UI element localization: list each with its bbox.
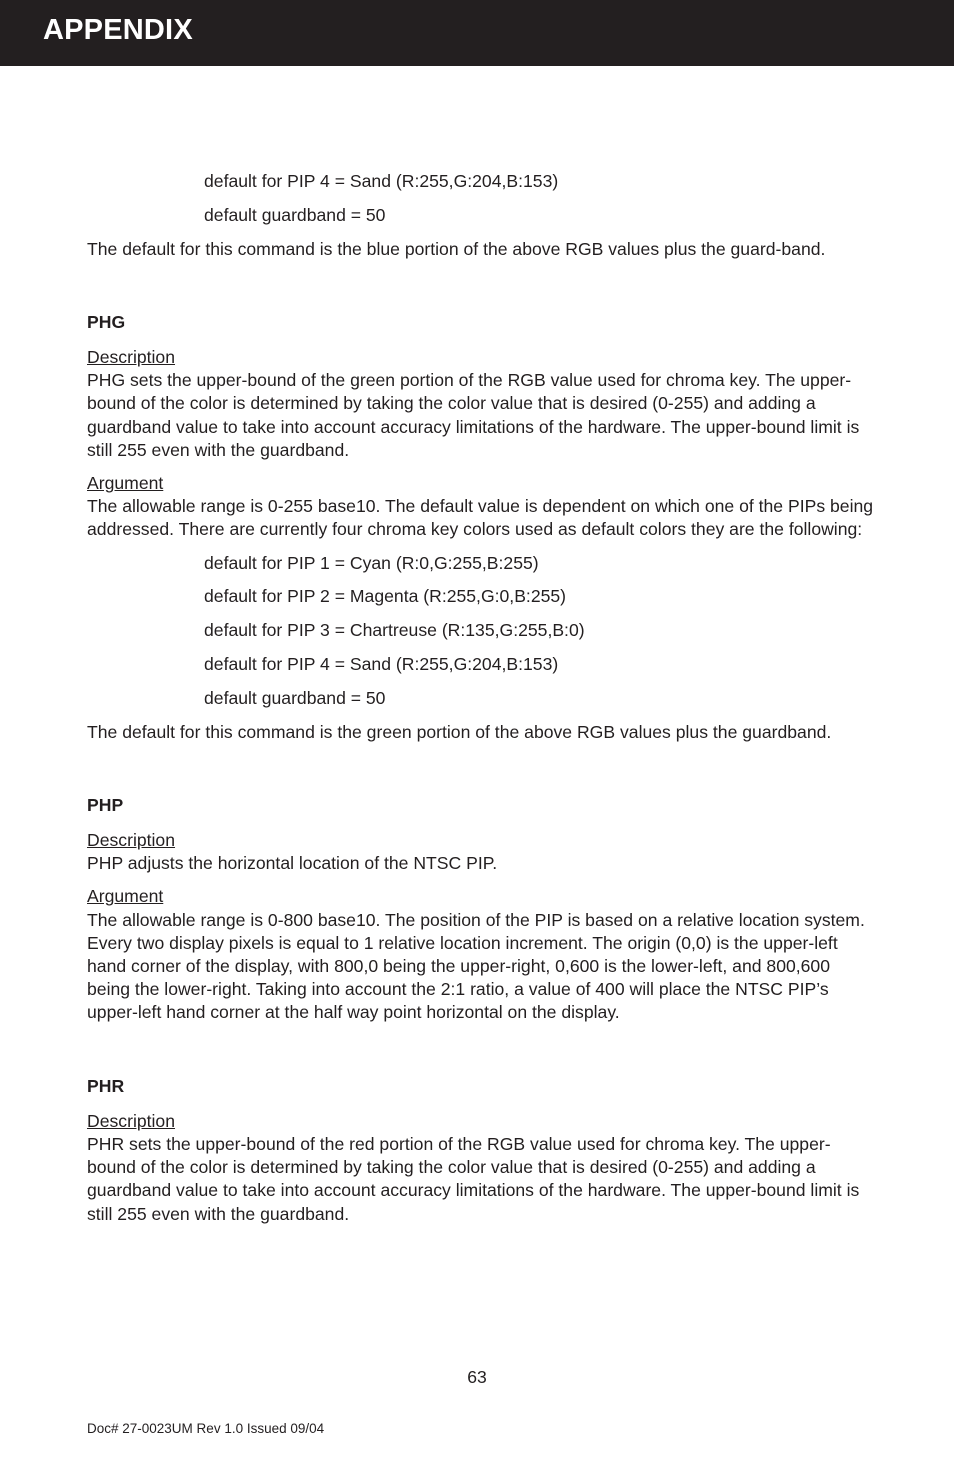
command-phg xyxy=(87,311,877,744)
command-phr xyxy=(87,1075,877,1226)
description-text: PHG sets the upper-bound of the green portion of the RGB value used for chroma key. The upper-bound of the color is determined by taking the color value that is desired (0-255) and adding a guardband value to take into account accuracy limitations of the hardware. The upper-bound limit is still 255 even with the guardband. xyxy=(87,370,860,460)
argument-label: Argument xyxy=(87,886,164,907)
description-section xyxy=(87,1110,877,1226)
command-title: PHG xyxy=(87,311,126,332)
default-line: default guardband = 50 xyxy=(204,204,386,225)
default-line: default for PIP 4 = Sand (R:255,G:204,B:153) xyxy=(204,654,559,675)
description-label: Description xyxy=(87,347,176,367)
argument-section xyxy=(87,885,877,1024)
argument-label: Argument xyxy=(87,473,164,494)
command-title: PHR xyxy=(87,1075,125,1096)
default-line: default for PIP 4 = Sand (R:255,G:204,B:153) xyxy=(204,171,559,191)
default-line: default for PIP 1 = Cyan (R:0,G:255,B:255) xyxy=(204,552,539,573)
header-bar xyxy=(0,0,954,66)
page-section-title: APPENDIX xyxy=(43,14,193,46)
description-text: PHR sets the upper-bound of the red portion of the RGB value used for chroma key. The upper-bound of the color is determined by taking the color value that is desired (0-255) and adding a guardband value to take into account accuracy limitations of the hardware. The upper-bound limit is still 255 even with the guardband. xyxy=(87,1134,860,1224)
default-line: default for PIP 2 = Magenta (R:255,G:0,B:255) xyxy=(204,586,567,607)
page-content xyxy=(87,170,877,1236)
document-id: Doc# 27-0023UM Rev 1.0 Issued 09/04 xyxy=(87,1421,325,1436)
intro-closing: The default for this command is the blue portion of the above RGB values plus the guard-band. xyxy=(87,238,826,259)
argument-text: The allowable range is 0-800 base10. The position of the PIP is based on a relative location system. Every two display pixels is equal to 1 relative location increment. The origin (0,0) is the upper-left hand corner of the display, with 800,0 being the upper-right, 0,600 is the lower-left, and 800,600 being the lower-right. Taking into account the 2:1 ratio, a value of 400 will place the NTSC PIP’s upper-left hand corner at the half way point horizontal on the display. xyxy=(87,909,865,1023)
phg-closing: The default for this command is the green portion of the above RGB values plus the guardband. xyxy=(87,721,832,742)
page-number: 63 xyxy=(467,1367,487,1387)
description-text: PHP adjusts the horizontal location of the NTSC PIP. xyxy=(87,853,498,874)
description-section xyxy=(87,829,877,875)
description-label: Description xyxy=(87,1110,176,1131)
description-section xyxy=(87,346,877,462)
command-php xyxy=(87,794,877,1025)
default-line: default for PIP 3 = Chartreuse (R:135,G:255,B:0) xyxy=(204,620,585,641)
description-label: Description xyxy=(87,830,176,851)
default-line: default guardband = 50 xyxy=(204,687,386,708)
command-title: PHP xyxy=(87,794,124,815)
argument-section xyxy=(87,472,877,542)
intro-block xyxy=(87,170,877,261)
argument-text: The allowable range is 0-255 base10. The default value is dependent on which one of the PIPs being addressed. There are currently four chroma key colors used as default colors they are the following: xyxy=(87,496,874,540)
